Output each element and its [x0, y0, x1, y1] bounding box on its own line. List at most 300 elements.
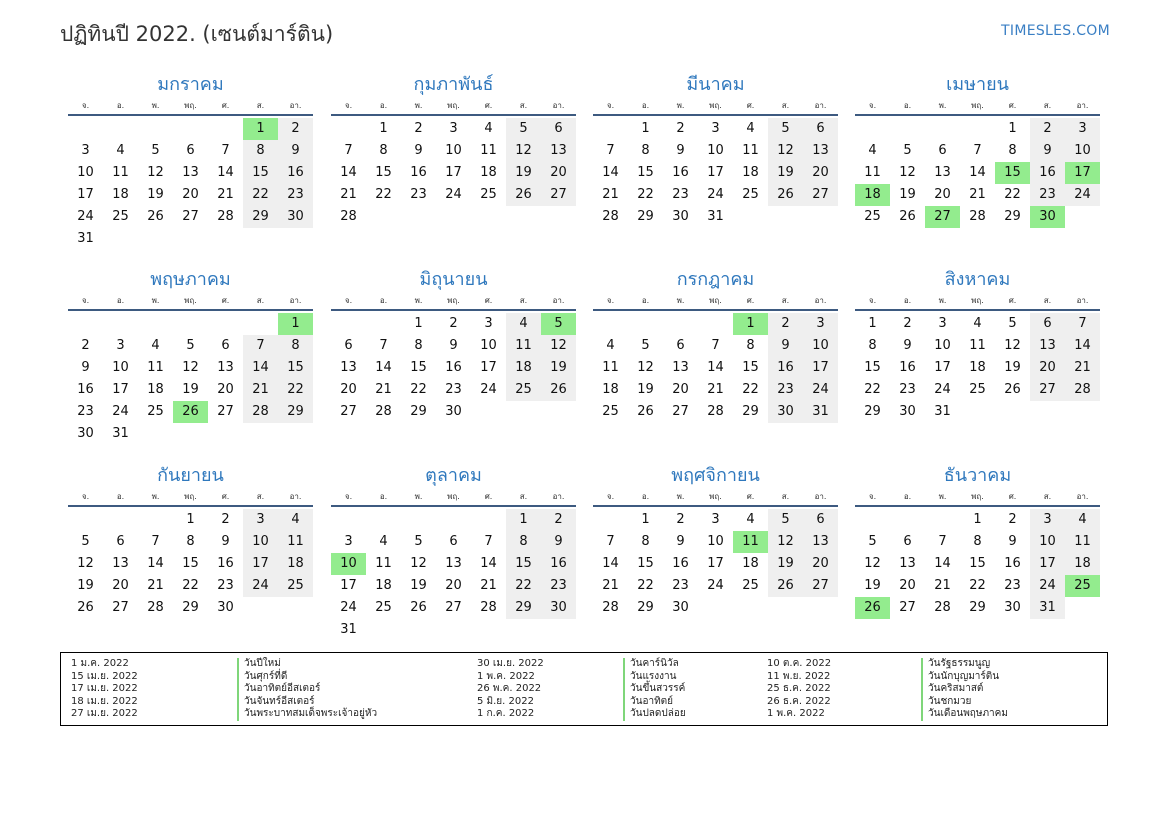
day-cell[interactable]: 24 [480, 382, 497, 397]
day-cell[interactable]: 22 [637, 578, 654, 593]
day-cell[interactable]: 22 [243, 184, 278, 206]
day-cell[interactable]: 7 [243, 335, 278, 357]
day-cell[interactable]: 31 [77, 231, 94, 246]
holiday-day-cell[interactable]: 26 [855, 597, 890, 619]
day-cell[interactable]: 29 [506, 597, 541, 619]
day-cell[interactable]: 24 [707, 578, 724, 593]
day-cell[interactable]: 11 [278, 531, 313, 553]
day-cell[interactable]: 12 [768, 140, 803, 162]
day-cell[interactable]: 5 [414, 534, 423, 549]
day-cell[interactable]: 8 [278, 335, 313, 357]
day-cell[interactable]: 24 [934, 382, 951, 397]
day-cell[interactable]: 14 [147, 556, 164, 571]
day-cell[interactable]: 26 [410, 600, 427, 615]
day-cell[interactable]: 17 [480, 360, 497, 375]
day-cell[interactable]: 27 [803, 184, 838, 206]
day-cell[interactable]: 4 [868, 143, 877, 158]
day-cell[interactable]: 10 [1030, 531, 1065, 553]
day-cell[interactable]: 12 [768, 531, 803, 553]
site-link[interactable]: TIMESLES.COM [1001, 23, 1110, 39]
day-cell[interactable]: 16 [77, 382, 94, 397]
day-cell[interactable]: 30 [672, 209, 689, 224]
day-cell[interactable]: 2 [414, 121, 423, 136]
day-cell[interactable]: 13 [1030, 335, 1065, 357]
day-cell[interactable]: 5 [641, 338, 650, 353]
day-cell[interactable]: 1 [414, 316, 423, 331]
day-cell[interactable]: 12 [506, 140, 541, 162]
day-cell[interactable]: 22 [969, 578, 986, 593]
day-cell[interactable]: 12 [410, 556, 427, 571]
day-cell[interactable]: 21 [1065, 357, 1100, 379]
day-cell[interactable]: 5 [768, 118, 803, 140]
day-cell[interactable]: 25 [375, 600, 392, 615]
day-cell[interactable]: 12 [147, 165, 164, 180]
day-cell[interactable]: 20 [1030, 357, 1065, 379]
day-cell[interactable]: 26 [506, 184, 541, 206]
day-cell[interactable]: 19 [768, 162, 803, 184]
day-cell[interactable]: 2 [541, 509, 576, 531]
day-cell[interactable]: 20 [217, 382, 234, 397]
day-cell[interactable]: 8 [641, 534, 650, 549]
day-cell[interactable]: 22 [1004, 187, 1021, 202]
day-cell[interactable]: 31 [112, 426, 129, 441]
day-cell[interactable]: 4 [506, 313, 541, 335]
day-cell[interactable]: 24 [445, 187, 462, 202]
day-cell[interactable]: 25 [864, 209, 881, 224]
day-cell[interactable]: 29 [637, 209, 654, 224]
day-cell[interactable]: 7 [711, 338, 720, 353]
day-cell[interactable]: 26 [77, 600, 94, 615]
day-cell[interactable]: 8 [414, 338, 423, 353]
day-cell[interactable]: 18 [742, 165, 759, 180]
day-cell[interactable]: 15 [969, 556, 986, 571]
day-cell[interactable]: 11 [864, 165, 881, 180]
day-cell[interactable]: 6 [938, 143, 947, 158]
day-cell[interactable]: 6 [449, 534, 458, 549]
day-cell[interactable]: 9 [414, 143, 423, 158]
day-cell[interactable]: 25 [602, 404, 619, 419]
day-cell[interactable]: 4 [379, 534, 388, 549]
day-cell[interactable]: 13 [672, 360, 689, 375]
day-cell[interactable]: 24 [707, 187, 724, 202]
day-cell[interactable]: 29 [1004, 209, 1021, 224]
day-cell[interactable]: 23 [445, 382, 462, 397]
day-cell[interactable]: 10 [243, 531, 278, 553]
day-cell[interactable]: 7 [221, 143, 230, 158]
day-cell[interactable]: 18 [112, 187, 129, 202]
day-cell[interactable]: 4 [746, 121, 755, 136]
day-cell[interactable]: 29 [243, 206, 278, 228]
day-cell[interactable]: 6 [541, 118, 576, 140]
day-cell[interactable]: 20 [934, 187, 951, 202]
day-cell[interactable]: 10 [707, 143, 724, 158]
day-cell[interactable]: 16 [768, 357, 803, 379]
day-cell[interactable]: 3 [449, 121, 458, 136]
day-cell[interactable]: 28 [602, 209, 619, 224]
day-cell[interactable]: 23 [672, 187, 689, 202]
day-cell[interactable]: 16 [217, 556, 234, 571]
day-cell[interactable]: 3 [938, 316, 947, 331]
day-cell[interactable]: 30 [217, 600, 234, 615]
day-cell[interactable]: 2 [903, 316, 912, 331]
day-cell[interactable]: 18 [602, 382, 619, 397]
day-cell[interactable]: 12 [864, 556, 881, 571]
day-cell[interactable]: 20 [803, 553, 838, 575]
day-cell[interactable]: 24 [77, 209, 94, 224]
day-cell[interactable]: 14 [602, 556, 619, 571]
day-cell[interactable]: 28 [480, 600, 497, 615]
day-cell[interactable]: 12 [541, 335, 576, 357]
day-cell[interactable]: 10 [480, 338, 497, 353]
day-cell[interactable]: 16 [1030, 162, 1065, 184]
day-cell[interactable]: 18 [742, 556, 759, 571]
day-cell[interactable]: 25 [278, 575, 313, 597]
day-cell[interactable]: 9 [768, 335, 803, 357]
day-cell[interactable]: 29 [278, 401, 313, 423]
day-cell[interactable]: 2 [1030, 118, 1065, 140]
day-cell[interactable]: 17 [340, 578, 357, 593]
day-cell[interactable]: 16 [278, 162, 313, 184]
day-cell[interactable]: 19 [768, 553, 803, 575]
day-cell[interactable]: 6 [803, 118, 838, 140]
day-cell[interactable]: 13 [541, 140, 576, 162]
day-cell[interactable]: 23 [278, 184, 313, 206]
holiday-day-cell[interactable]: 26 [173, 401, 208, 423]
day-cell[interactable]: 21 [340, 187, 357, 202]
day-cell[interactable]: 16 [541, 553, 576, 575]
day-cell[interactable]: 16 [672, 556, 689, 571]
day-cell[interactable]: 9 [449, 338, 458, 353]
day-cell[interactable]: 8 [1008, 143, 1017, 158]
holiday-day-cell[interactable]: 18 [855, 184, 890, 206]
day-cell[interactable]: 18 [1065, 553, 1100, 575]
day-cell[interactable]: 30 [278, 206, 313, 228]
day-cell[interactable]: 11 [147, 360, 164, 375]
day-cell[interactable]: 25 [147, 404, 164, 419]
day-cell[interactable]: 26 [768, 575, 803, 597]
day-cell[interactable]: 2 [81, 338, 90, 353]
day-cell[interactable]: 13 [934, 165, 951, 180]
day-cell[interactable]: 29 [410, 404, 427, 419]
day-cell[interactable]: 28 [375, 404, 392, 419]
day-cell[interactable]: 15 [506, 553, 541, 575]
day-cell[interactable]: 21 [243, 379, 278, 401]
day-cell[interactable]: 26 [541, 379, 576, 401]
day-cell[interactable]: 3 [711, 512, 720, 527]
day-cell[interactable]: 3 [1030, 509, 1065, 531]
day-cell[interactable]: 5 [1008, 316, 1017, 331]
day-cell[interactable]: 13 [803, 140, 838, 162]
day-cell[interactable]: 10 [707, 534, 724, 549]
day-cell[interactable]: 27 [1030, 379, 1065, 401]
day-cell[interactable]: 10 [934, 338, 951, 353]
day-cell[interactable]: 28 [934, 600, 951, 615]
day-cell[interactable]: 22 [278, 379, 313, 401]
day-cell[interactable]: 25 [742, 187, 759, 202]
day-cell[interactable]: 17 [934, 360, 951, 375]
day-cell[interactable]: 30 [672, 600, 689, 615]
day-cell[interactable]: 3 [711, 121, 720, 136]
day-cell[interactable]: 8 [506, 531, 541, 553]
day-cell[interactable]: 8 [973, 534, 982, 549]
day-cell[interactable]: 23 [768, 379, 803, 401]
day-cell[interactable]: 15 [278, 357, 313, 379]
day-cell[interactable]: 1 [186, 512, 195, 527]
day-cell[interactable]: 28 [147, 600, 164, 615]
day-cell[interactable]: 5 [903, 143, 912, 158]
day-cell[interactable]: 12 [182, 360, 199, 375]
day-cell[interactable]: 5 [506, 118, 541, 140]
day-cell[interactable]: 30 [768, 401, 803, 423]
day-cell[interactable]: 22 [506, 575, 541, 597]
day-cell[interactable]: 2 [1008, 512, 1017, 527]
day-cell[interactable]: 19 [182, 382, 199, 397]
day-cell[interactable]: 10 [803, 335, 838, 357]
day-cell[interactable]: 17 [707, 556, 724, 571]
day-cell[interactable]: 3 [484, 316, 493, 331]
day-cell[interactable]: 28 [1065, 379, 1100, 401]
day-cell[interactable]: 17 [112, 382, 129, 397]
day-cell[interactable]: 7 [973, 143, 982, 158]
day-cell[interactable]: 13 [340, 360, 357, 375]
day-cell[interactable]: 7 [1065, 313, 1100, 335]
day-cell[interactable]: 5 [868, 534, 877, 549]
day-cell[interactable]: 24 [112, 404, 129, 419]
day-cell[interactable]: 11 [969, 338, 986, 353]
day-cell[interactable]: 8 [186, 534, 195, 549]
day-cell[interactable]: 17 [803, 357, 838, 379]
day-cell[interactable]: 6 [1030, 313, 1065, 335]
day-cell[interactable]: 11 [1065, 531, 1100, 553]
day-cell[interactable]: 10 [77, 165, 94, 180]
day-cell[interactable]: 23 [1030, 184, 1065, 206]
day-cell[interactable]: 8 [868, 338, 877, 353]
day-cell[interactable]: 4 [484, 121, 493, 136]
day-cell[interactable]: 19 [1004, 360, 1021, 375]
day-cell[interactable]: 21 [375, 382, 392, 397]
day-cell[interactable]: 27 [217, 404, 234, 419]
day-cell[interactable]: 27 [340, 404, 357, 419]
day-cell[interactable]: 28 [340, 209, 357, 224]
day-cell[interactable]: 27 [112, 600, 129, 615]
day-cell[interactable]: 12 [637, 360, 654, 375]
day-cell[interactable]: 6 [344, 338, 353, 353]
day-cell[interactable]: 8 [379, 143, 388, 158]
day-cell[interactable]: 22 [410, 382, 427, 397]
day-cell[interactable]: 9 [221, 534, 230, 549]
day-cell[interactable]: 3 [81, 143, 90, 158]
day-cell[interactable]: 22 [375, 187, 392, 202]
day-cell[interactable]: 2 [676, 121, 685, 136]
day-cell[interactable]: 20 [672, 382, 689, 397]
day-cell[interactable]: 21 [707, 382, 724, 397]
holiday-day-cell[interactable]: 11 [733, 531, 768, 553]
holiday-day-cell[interactable]: 5 [541, 313, 576, 335]
day-cell[interactable]: 13 [112, 556, 129, 571]
day-cell[interactable]: 3 [344, 534, 353, 549]
day-cell[interactable]: 13 [899, 556, 916, 571]
day-cell[interactable]: 7 [484, 534, 493, 549]
day-cell[interactable]: 1 [506, 509, 541, 531]
day-cell[interactable]: 11 [480, 143, 497, 158]
day-cell[interactable]: 3 [803, 313, 838, 335]
day-cell[interactable]: 15 [182, 556, 199, 571]
day-cell[interactable]: 11 [742, 143, 759, 158]
day-cell[interactable]: 28 [602, 600, 619, 615]
day-cell[interactable]: 8 [243, 140, 278, 162]
day-cell[interactable]: 19 [147, 187, 164, 202]
day-cell[interactable]: 26 [147, 209, 164, 224]
day-cell[interactable]: 27 [541, 184, 576, 206]
day-cell[interactable]: 9 [278, 140, 313, 162]
day-cell[interactable]: 20 [445, 578, 462, 593]
day-cell[interactable]: 28 [707, 404, 724, 419]
holiday-day-cell[interactable]: 1 [243, 118, 278, 140]
day-cell[interactable]: 23 [541, 575, 576, 597]
day-cell[interactable]: 18 [375, 578, 392, 593]
day-cell[interactable]: 13 [182, 165, 199, 180]
day-cell[interactable]: 21 [602, 578, 619, 593]
day-cell[interactable]: 23 [1004, 578, 1021, 593]
day-cell[interactable]: 27 [899, 600, 916, 615]
day-cell[interactable]: 4 [1065, 509, 1100, 531]
day-cell[interactable]: 10 [112, 360, 129, 375]
day-cell[interactable]: 2 [221, 512, 230, 527]
day-cell[interactable]: 18 [278, 553, 313, 575]
day-cell[interactable]: 10 [1065, 140, 1100, 162]
day-cell[interactable]: 14 [602, 165, 619, 180]
day-cell[interactable]: 15 [243, 162, 278, 184]
holiday-day-cell[interactable]: 30 [1030, 206, 1065, 228]
day-cell[interactable]: 23 [77, 404, 94, 419]
day-cell[interactable]: 31 [934, 404, 951, 419]
day-cell[interactable]: 14 [217, 165, 234, 180]
day-cell[interactable]: 16 [899, 360, 916, 375]
day-cell[interactable]: 22 [742, 382, 759, 397]
day-cell[interactable]: 25 [480, 187, 497, 202]
day-cell[interactable]: 17 [707, 165, 724, 180]
day-cell[interactable]: 13 [217, 360, 234, 375]
day-cell[interactable]: 23 [899, 382, 916, 397]
day-cell[interactable]: 22 [637, 187, 654, 202]
day-cell[interactable]: 4 [746, 512, 755, 527]
day-cell[interactable]: 24 [1065, 184, 1100, 206]
day-cell[interactable]: 5 [81, 534, 90, 549]
day-cell[interactable]: 21 [602, 187, 619, 202]
day-cell[interactable]: 30 [77, 426, 94, 441]
day-cell[interactable]: 26 [899, 209, 916, 224]
day-cell[interactable]: 3 [116, 338, 125, 353]
day-cell[interactable]: 5 [151, 143, 160, 158]
day-cell[interactable]: 24 [1030, 575, 1065, 597]
day-cell[interactable]: 29 [864, 404, 881, 419]
day-cell[interactable]: 1 [379, 121, 388, 136]
day-cell[interactable]: 7 [606, 534, 615, 549]
day-cell[interactable]: 17 [445, 165, 462, 180]
day-cell[interactable]: 15 [864, 360, 881, 375]
day-cell[interactable]: 24 [340, 600, 357, 615]
day-cell[interactable]: 27 [803, 575, 838, 597]
day-cell[interactable]: 3 [1065, 118, 1100, 140]
day-cell[interactable]: 19 [410, 578, 427, 593]
day-cell[interactable]: 16 [672, 165, 689, 180]
day-cell[interactable]: 27 [445, 600, 462, 615]
day-cell[interactable]: 28 [217, 209, 234, 224]
day-cell[interactable]: 5 [186, 338, 195, 353]
day-cell[interactable]: 9 [541, 531, 576, 553]
holiday-day-cell[interactable]: 27 [925, 206, 960, 228]
day-cell[interactable]: 30 [541, 597, 576, 619]
day-cell[interactable]: 15 [637, 165, 654, 180]
day-cell[interactable]: 13 [803, 531, 838, 553]
day-cell[interactable]: 14 [934, 556, 951, 571]
day-cell[interactable]: 20 [541, 162, 576, 184]
day-cell[interactable]: 24 [803, 379, 838, 401]
day-cell[interactable]: 31 [707, 209, 724, 224]
day-cell[interactable]: 6 [803, 509, 838, 531]
day-cell[interactable]: 15 [637, 556, 654, 571]
day-cell[interactable]: 21 [480, 578, 497, 593]
day-cell[interactable]: 17 [77, 187, 94, 202]
day-cell[interactable]: 2 [676, 512, 685, 527]
day-cell[interactable]: 29 [742, 404, 759, 419]
day-cell[interactable]: 11 [602, 360, 619, 375]
day-cell[interactable]: 18 [506, 357, 541, 379]
day-cell[interactable]: 16 [410, 165, 427, 180]
holiday-day-cell[interactable]: 17 [1065, 162, 1100, 184]
holiday-day-cell[interactable]: 1 [733, 313, 768, 335]
day-cell[interactable]: 26 [1004, 382, 1021, 397]
day-cell[interactable]: 30 [1004, 600, 1021, 615]
day-cell[interactable]: 1 [641, 512, 650, 527]
day-cell[interactable]: 1 [868, 316, 877, 331]
day-cell[interactable]: 26 [768, 184, 803, 206]
day-cell[interactable]: 18 [480, 165, 497, 180]
day-cell[interactable]: 18 [969, 360, 986, 375]
holiday-day-cell[interactable]: 10 [331, 553, 366, 575]
day-cell[interactable]: 14 [243, 357, 278, 379]
day-cell[interactable]: 1 [1008, 121, 1017, 136]
day-cell[interactable]: 12 [1004, 338, 1021, 353]
day-cell[interactable]: 4 [151, 338, 160, 353]
holiday-day-cell[interactable]: 25 [1065, 575, 1100, 597]
day-cell[interactable]: 7 [344, 143, 353, 158]
day-cell[interactable]: 23 [217, 578, 234, 593]
day-cell[interactable]: 20 [340, 382, 357, 397]
day-cell[interactable]: 19 [541, 357, 576, 379]
day-cell[interactable]: 28 [969, 209, 986, 224]
day-cell[interactable]: 28 [243, 401, 278, 423]
day-cell[interactable]: 4 [973, 316, 982, 331]
day-cell[interactable]: 14 [375, 360, 392, 375]
day-cell[interactable]: 19 [864, 578, 881, 593]
day-cell[interactable]: 25 [506, 379, 541, 401]
day-cell[interactable]: 10 [445, 143, 462, 158]
day-cell[interactable]: 20 [803, 162, 838, 184]
day-cell[interactable]: 1 [641, 121, 650, 136]
day-cell[interactable]: 13 [445, 556, 462, 571]
day-cell[interactable]: 6 [116, 534, 125, 549]
day-cell[interactable]: 30 [445, 404, 462, 419]
day-cell[interactable]: 14 [340, 165, 357, 180]
day-cell[interactable]: 9 [81, 360, 90, 375]
day-cell[interactable]: 4 [278, 509, 313, 531]
day-cell[interactable]: 9 [676, 534, 685, 549]
day-cell[interactable]: 19 [899, 187, 916, 202]
day-cell[interactable]: 31 [1030, 597, 1065, 619]
holiday-day-cell[interactable]: 1 [278, 313, 313, 335]
day-cell[interactable]: 7 [379, 338, 388, 353]
